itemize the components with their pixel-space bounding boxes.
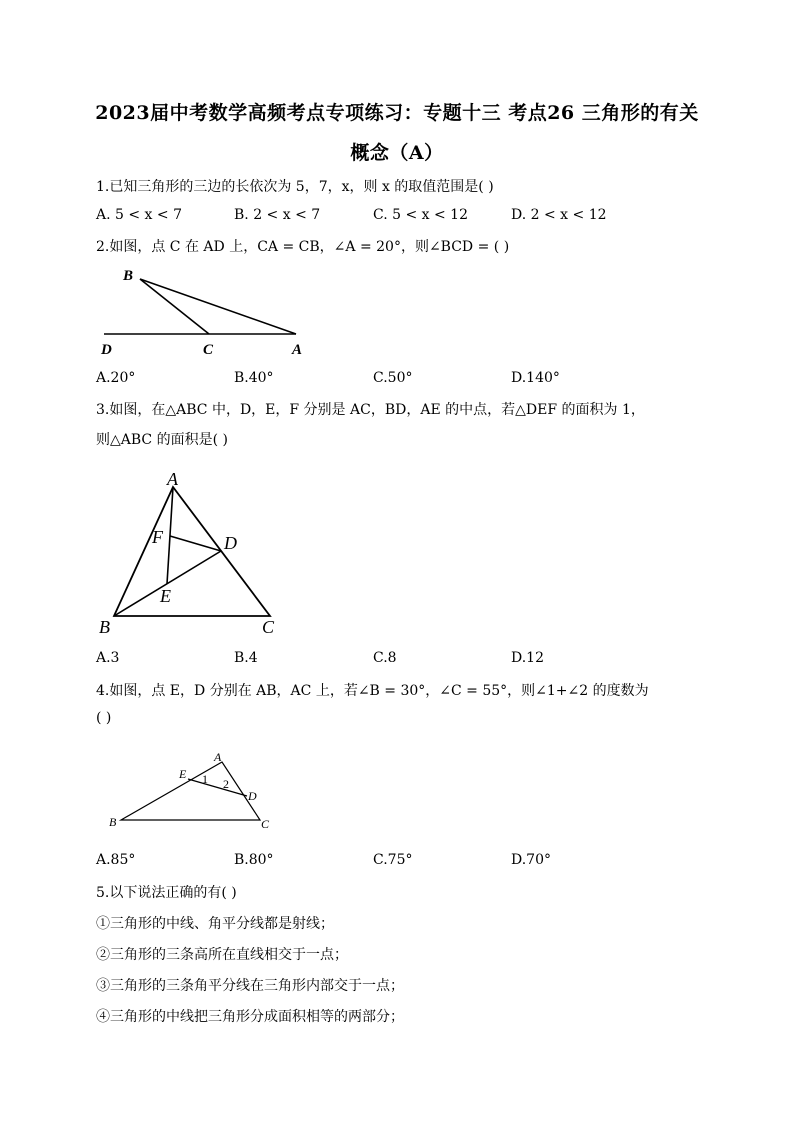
q3-label-e: E <box>160 586 171 606</box>
question-1-text: 1.已知三角形的三边的长依次为 5，7，x，则 x 的取值范围是( ) <box>96 179 494 195</box>
question-2-option-d: D.140° <box>511 370 560 386</box>
question-4-text-line1: 4.如图，点 E，D 分别在 AB，AC 上，若∠B = 30°，∠C = 55°，则∠1+∠2 的度数为 <box>96 683 649 699</box>
question-2-option-b: B.40° <box>234 370 274 386</box>
question-4-text-line2: ( ) <box>96 710 112 726</box>
question-3-option-d: D.12 <box>511 650 544 666</box>
question-5-statement-2: ②三角形的三条高所在直线相交于一点； <box>96 947 348 963</box>
q2-label-b: B <box>123 268 134 284</box>
question-3-figure <box>96 465 296 640</box>
q3-label-d: D <box>224 533 237 553</box>
question-5-statement-1: ①三角形的中线、角平分线都是射线； <box>96 916 334 932</box>
question-1-option-a: A. 5 < x < 7 <box>96 207 182 223</box>
question-3-text-line1: 3.如图，在△ABC 中，D，E，F 分别是 AC，BD，AE 的中点，若△DEF 的面积为 1， <box>96 402 645 418</box>
question-4-option-c: C.75° <box>373 852 413 868</box>
question-1-option-c: C. 5 < x < 12 <box>373 207 468 223</box>
document-title-line1: 2023届中考数学高频考点专项练习：专题十三 考点26 三角形的有关 <box>95 102 699 124</box>
question-4-figure <box>104 746 284 836</box>
question-2-figure <box>96 262 326 362</box>
q4-label-d: D <box>248 789 257 803</box>
q4-label-e: E <box>179 767 187 781</box>
q4-label-a: A <box>214 750 222 764</box>
q4-label-c: C <box>261 817 270 831</box>
q3-label-f: F <box>152 527 163 547</box>
document-title-line2: 概念（A） <box>350 142 444 164</box>
question-2-option-c: C.50° <box>373 370 413 386</box>
q3-label-b: B <box>99 617 110 637</box>
q2-label-c: C <box>203 342 214 358</box>
q2-label-d: D <box>101 342 112 358</box>
question-2-option-a: A.20° <box>96 370 136 386</box>
question-2-text: 2.如图，点 C 在 AD 上，CA = CB，∠A = 20°，则∠BCD = ( ) <box>96 239 510 255</box>
question-3-option-a: A.3 <box>96 650 120 666</box>
question-4-option-d: D.70° <box>511 852 551 868</box>
question-3-text-line2: 则△ABC 的面积是( ) <box>96 432 228 448</box>
q2-label-a: A <box>292 342 303 358</box>
question-1-option-d: D. 2 < x < 12 <box>511 207 607 223</box>
q4-label-angle-1: 1 <box>202 772 208 786</box>
q3-label-a: A <box>167 469 178 489</box>
q4-label-angle-2: 2 <box>223 777 229 791</box>
question-5-text: 5.以下说法正确的有( ) <box>96 885 237 901</box>
question-3-option-b: B.4 <box>234 650 258 666</box>
question-5-statement-3: ③三角形的三条角平分线在三角形内部交于一点； <box>96 978 404 994</box>
question-5-statement-4: ④三角形的中线把三角形分成面积相等的两部分； <box>96 1009 404 1025</box>
question-4-option-b: B.80° <box>234 852 274 868</box>
q4-label-b: B <box>109 815 117 829</box>
q3-label-c: C <box>262 617 275 637</box>
question-1-option-b: B. 2 < x < 7 <box>234 207 321 223</box>
question-3-option-c: C.8 <box>373 650 397 666</box>
question-4-option-a: A.85° <box>96 852 136 868</box>
